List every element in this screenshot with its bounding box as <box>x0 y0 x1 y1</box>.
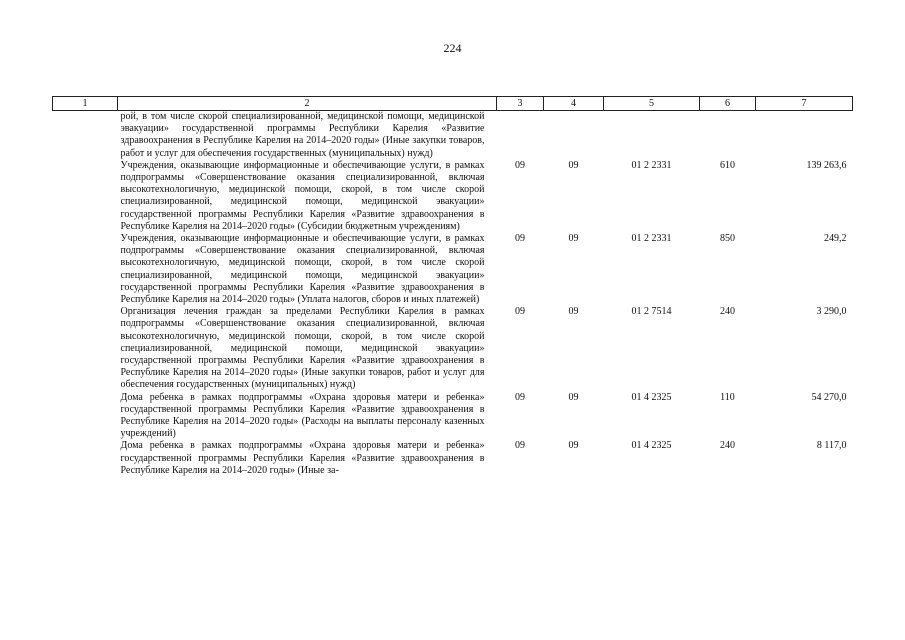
header-col-6: 6 <box>700 97 756 111</box>
row-amount: 54 270,0 <box>811 391 847 403</box>
row-amount <box>756 111 853 160</box>
row-subsection: 09 <box>568 159 579 171</box>
header-col-1: 1 <box>53 97 118 111</box>
row-expense-type: 610 <box>720 159 735 171</box>
header-col-4: 4 <box>544 97 604 111</box>
header-col-7: 7 <box>756 97 853 111</box>
row-target-article: 01 4 2325 <box>631 440 672 452</box>
row-target-article: 01 2 2331 <box>631 233 672 245</box>
table-body <box>53 111 853 478</box>
page-number: 224 <box>443 41 462 55</box>
row-section: 09 <box>515 233 525 245</box>
row-amount: 8 117,0 <box>816 440 847 452</box>
table-row <box>53 440 853 477</box>
row-expense-type <box>700 111 756 160</box>
header-col-3: 3 <box>497 97 544 111</box>
table-row <box>53 306 853 391</box>
header-col-5: 5 <box>604 97 700 111</box>
row-target-article: 01 2 7514 <box>631 306 672 318</box>
row-expense-type: 850 <box>720 233 735 245</box>
row-subsection <box>544 111 604 160</box>
row-section: 09 <box>515 306 525 318</box>
table-row <box>53 392 853 441</box>
row-section: 09 <box>515 440 525 452</box>
row-expense-type: 240 <box>720 306 735 318</box>
row-section <box>497 111 544 160</box>
row-amount: 139 263,6 <box>806 159 847 171</box>
row-description: Дома ребенка в рамках подпрограммы «Охрана здоровья матери и ребенка» государственной программы Республики Карелия «Развитие здравоохранения в Республике Карелия на 2014–2020 годы» (Расходы на выплаты персоналу казенных учреждений) <box>120 391 485 440</box>
row-section: 09 <box>515 159 525 171</box>
table-row <box>53 233 853 306</box>
row-number-cell <box>53 306 118 391</box>
row-description: рой, в том числе скорой специализированной, медицинской помощи, медицинской эвакуации» государственной программы Республики Карелия «Развитие здравоохранения в Республике Карелия на 2014–2020 годы» (Иные закупки товаров, работ и услуг для обеспечения государственных (муниципальных) нужд) <box>120 111 485 159</box>
row-amount: 249,2 <box>824 233 847 245</box>
table-header <box>53 97 853 111</box>
row-description: Учреждения, оказывающие информационные и обеспечивающие услуги, в рамках подпрограммы «Совершенствование оказания специализированной, включая высокотехнологичную, медицинской помощи, скорой, в том числе скорой специализированной, медицинской помощи, медицинской эвакуации» государственной программы Республики Карелия «Развитие здравоохранения в Республике Карелия на 2014–2020 годы» (Субсидии бюджетным учреждениям) <box>120 159 485 232</box>
header-row <box>53 97 853 111</box>
row-subsection: 09 <box>568 391 579 403</box>
row-target-article: 01 4 2325 <box>631 391 672 403</box>
row-number-cell <box>53 111 118 160</box>
row-number-cell <box>53 392 118 441</box>
row-description: Учреждения, оказывающие информационные и обеспечивающие услуги, в рамках подпрограммы «Совершенствование оказания специализированной, включая высокотехнологичную, медицинской помощи, скорой, в том числе скорой специализированной, медицинской помощи, медицинской эвакуации» государственной программы Республики Карелия «Развитие здравоохранения в Республике Карелия на 2014–2020 годы» (Уплата налогов, сборов и иных платежей) <box>120 233 485 306</box>
row-description: Организация лечения граждан за пределами Республики Карелия в рамках подпрограммы «Совершенствование оказания специализированной, включая высокотехнологичную, медицинской помощи, скорой, в том числе скорой специализированной, медицинской помощи, медицинской эвакуации» государственной программы Республики Карелия «Развитие здравоохранения в Республике Карелия на 2014–2020 годы» (Иные закупки товаров, работ и услуг для обеспечения государственных (муниципальных) нужд) <box>120 306 485 391</box>
row-number-cell <box>53 233 118 306</box>
row-expense-type: 110 <box>720 391 735 403</box>
row-number-cell <box>53 160 118 233</box>
row-amount: 3 290,0 <box>816 306 847 318</box>
row-subsection: 09 <box>568 440 579 452</box>
row-target-article <box>604 111 700 160</box>
row-target-article: 01 2 2331 <box>631 159 672 171</box>
row-expense-type: 240 <box>720 440 735 452</box>
row-subsection: 09 <box>568 233 579 245</box>
row-section: 09 <box>515 391 525 403</box>
table-row <box>53 160 853 233</box>
table-row <box>53 111 853 160</box>
budget-table <box>52 96 853 477</box>
row-description: Дома ребенка в рамках подпрограммы «Охрана здоровья матери и ребенка» государственной программы Республики Карелия «Развитие здравоохранения в Республике Карелия на 2014–2020 годы» (Иные за- <box>120 440 485 476</box>
header-col-2: 2 <box>118 97 497 111</box>
row-number-cell <box>53 440 118 477</box>
row-subsection: 09 <box>568 306 579 318</box>
